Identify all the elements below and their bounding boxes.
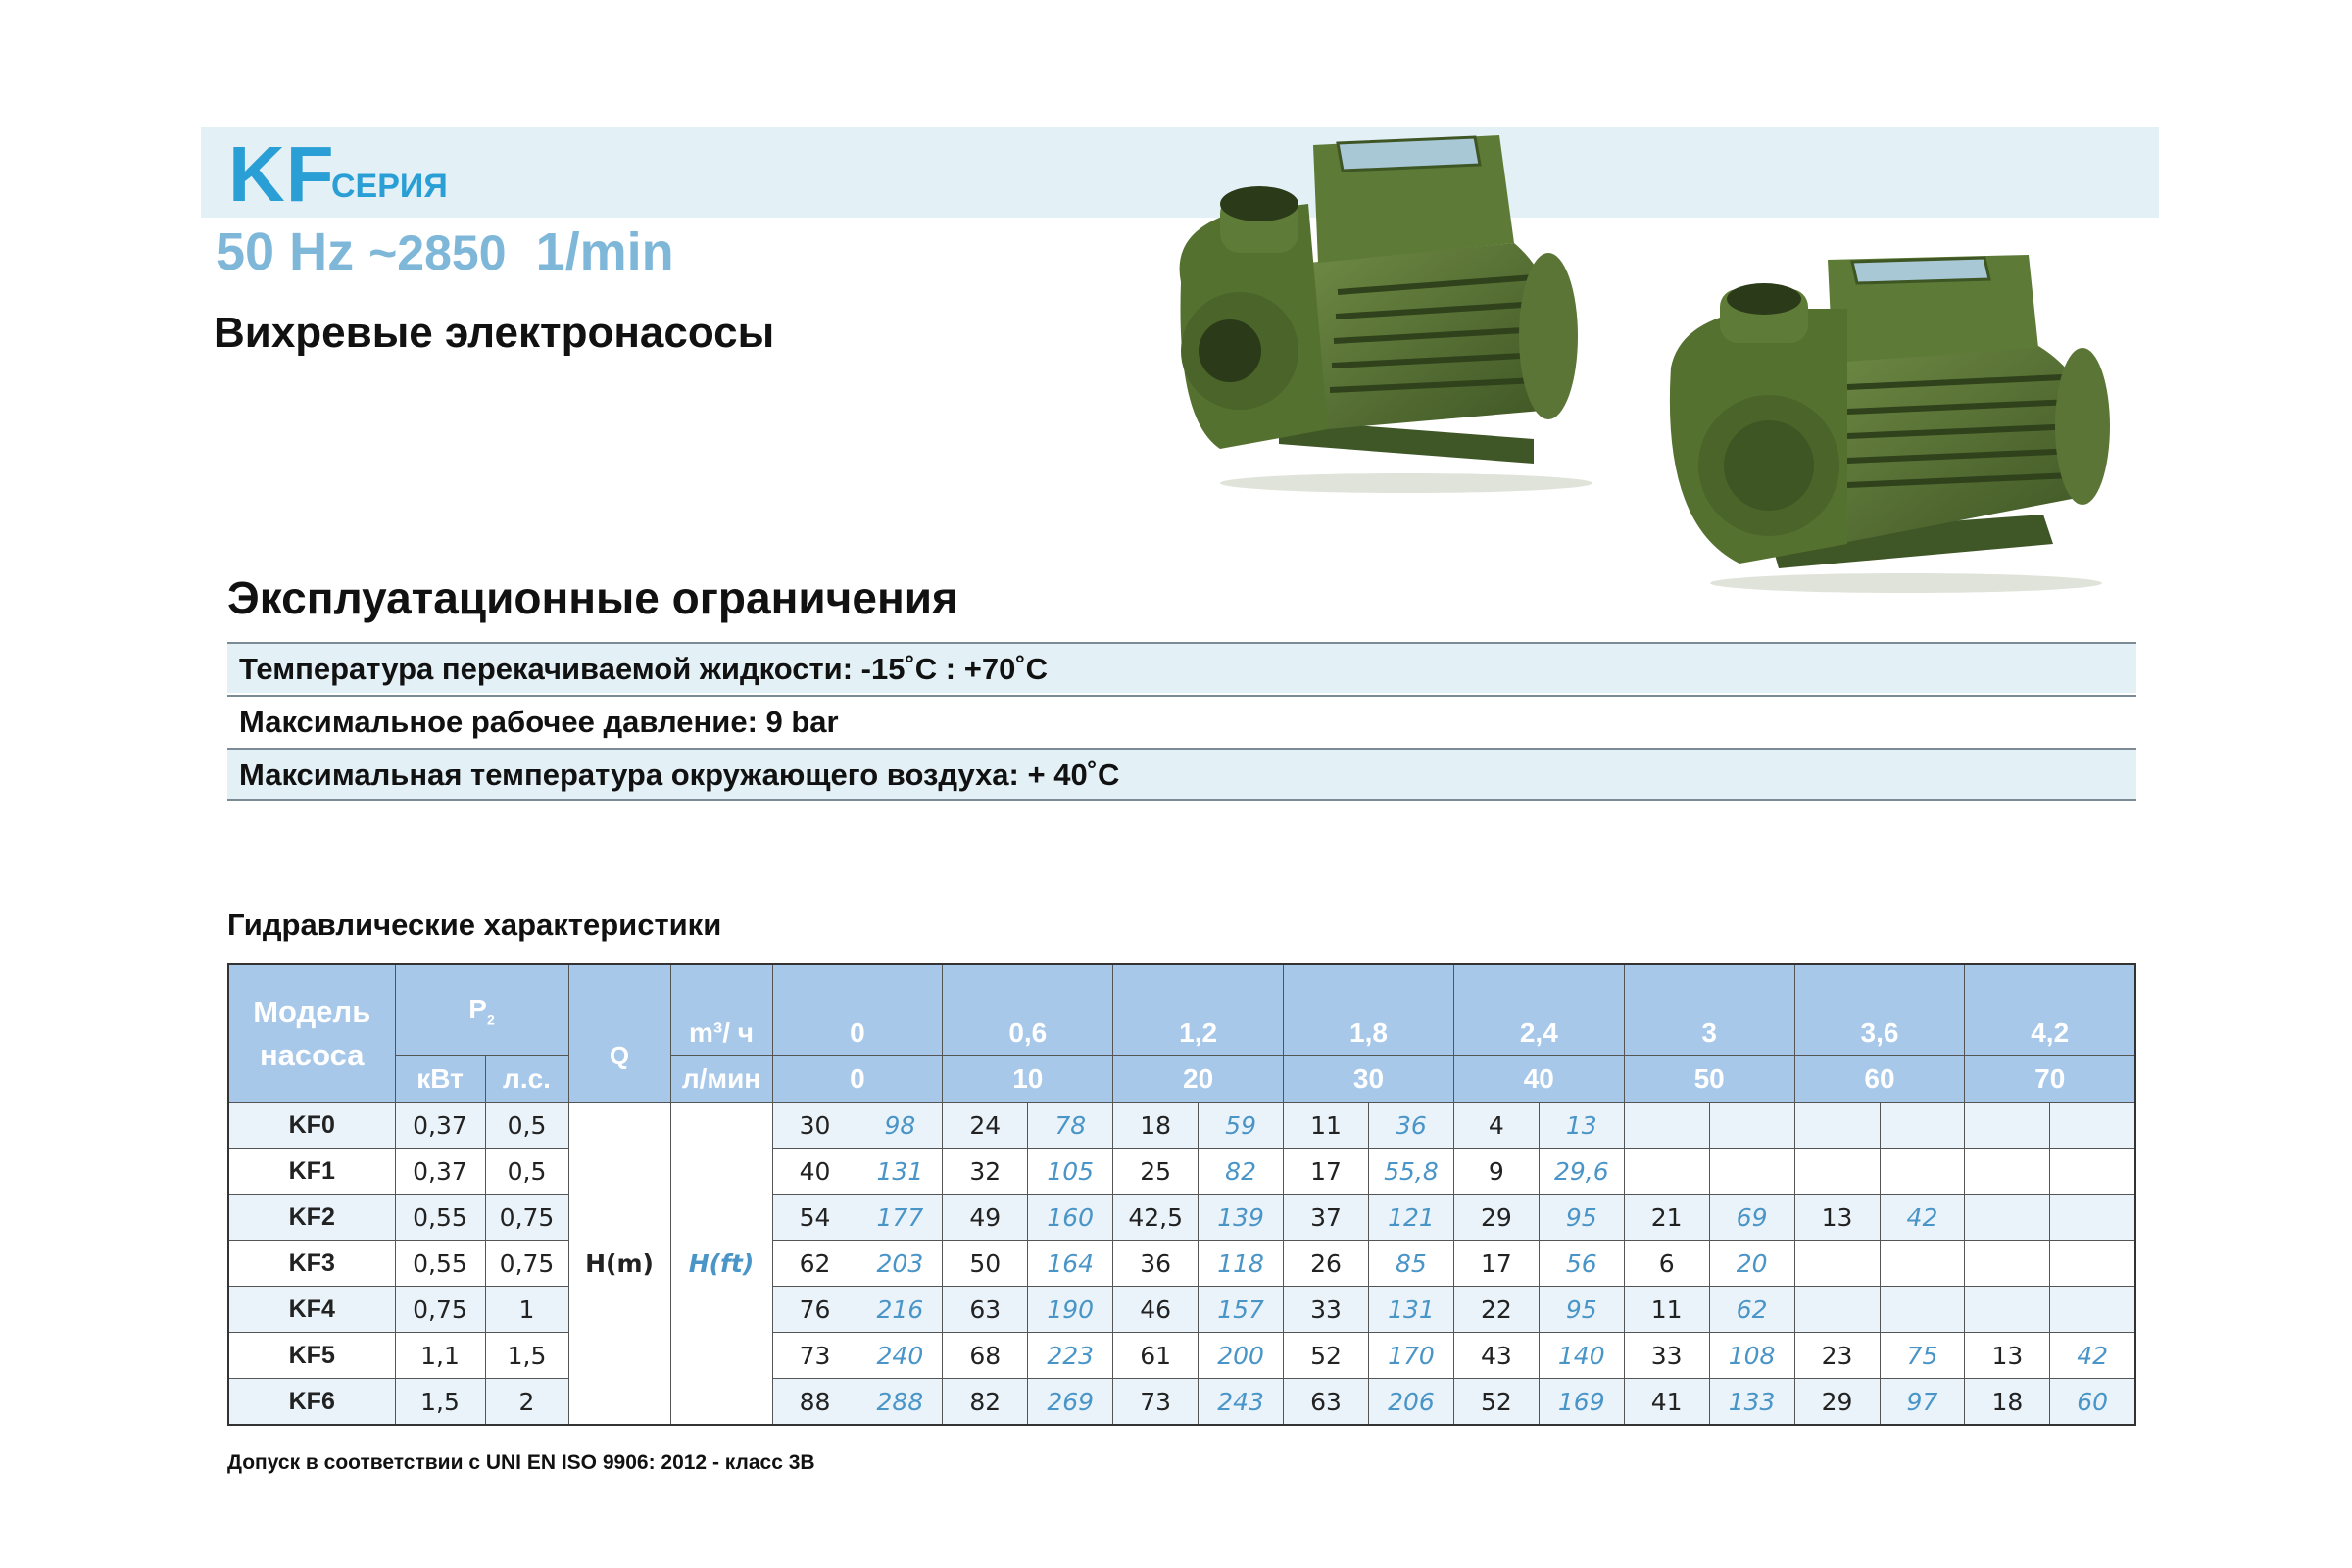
flow-header-top-1 <box>943 964 1113 1010</box>
model-header <box>228 964 395 1102</box>
head-ft-cell: 157 <box>1199 1287 1284 1333</box>
head-ft-cell <box>2050 1149 2135 1195</box>
head-ft-cell: 131 <box>858 1149 943 1195</box>
head-m-cell: 68 <box>943 1333 1028 1379</box>
header-row-1 <box>228 964 2135 1010</box>
head-ft-cell: 169 <box>1539 1379 1624 1426</box>
head-m-cell: 33 <box>1284 1287 1369 1333</box>
head-ft-cell: 243 <box>1199 1379 1284 1426</box>
speed-line <box>216 218 674 287</box>
flow-m3h-2: 1,2 <box>1113 1010 1284 1056</box>
head-ft-cell <box>1880 1149 1965 1195</box>
head-m-cell: 63 <box>1284 1379 1369 1426</box>
limit-fluid-temperature: Температура перекачиваемой жидкости: -15˚С : +70˚С <box>227 642 2136 693</box>
head-ft-cell: 200 <box>1199 1333 1284 1379</box>
head-ft-cell: 20 <box>1709 1241 1794 1287</box>
head-m-cell: 18 <box>1113 1102 1199 1149</box>
flow-header-top-6 <box>1794 964 1965 1010</box>
head-m-cell: 11 <box>1284 1102 1369 1149</box>
head-m-cell: 13 <box>1965 1333 2050 1379</box>
hm-label-cell <box>568 1102 670 1426</box>
flow-lmin-0: 0 <box>772 1056 943 1102</box>
head-ft-cell: 95 <box>1539 1287 1624 1333</box>
hft-label-cell <box>670 1102 772 1426</box>
kw-cell: 0,37 <box>395 1102 485 1149</box>
head-ft-cell <box>1709 1149 1794 1195</box>
flow-lmin-3: 30 <box>1284 1056 1454 1102</box>
head-m-cell: 26 <box>1284 1241 1369 1287</box>
head-ft-cell: 95 <box>1539 1195 1624 1241</box>
flow-lmin-7: 70 <box>1965 1056 2135 1102</box>
head-m-cell: 43 <box>1453 1333 1539 1379</box>
head-m-cell: 11 <box>1624 1287 1709 1333</box>
q-header: Q <box>568 1010 670 1102</box>
flow-lmin-2: 20 <box>1113 1056 1284 1102</box>
head-ft-cell: 160 <box>1028 1195 1113 1241</box>
head-ft-cell <box>1880 1287 1965 1333</box>
model-cell: KF4 <box>228 1287 395 1333</box>
tolerance-footnote: Допуск в соответствии с UNI EN ISO 9906: 2012 - класс 3B <box>227 1451 815 1474</box>
hp-cell: 0,75 <box>485 1241 568 1287</box>
head-ft-cell <box>2050 1195 2135 1241</box>
speed-value: ~2850 <box>368 225 507 280</box>
head-m-cell <box>1965 1287 2050 1333</box>
head-m-cell: 73 <box>1113 1379 1199 1426</box>
limits-title: Эксплуатационные ограничения <box>227 572 958 623</box>
head-ft-cell: 82 <box>1199 1149 1284 1195</box>
limit-max-pressure: Максимальное рабочее давление: 9 bar <box>227 695 2136 746</box>
head-m-cell <box>1965 1195 2050 1241</box>
hp-cell: 0,5 <box>485 1102 568 1149</box>
table-row <box>228 1379 2135 1426</box>
head-m-cell <box>1624 1149 1709 1195</box>
flow-header-top-3 <box>1284 964 1454 1010</box>
head-ft-cell <box>1880 1241 1965 1287</box>
head-ft-cell: 69 <box>1709 1195 1794 1241</box>
head-m-cell: 88 <box>772 1379 858 1426</box>
flow-m3h-1: 0,6 <box>943 1010 1113 1056</box>
head-ft-cell: 133 <box>1709 1379 1794 1426</box>
head-m-cell: 13 <box>1794 1195 1880 1241</box>
head-ft-cell: 13 <box>1539 1102 1624 1149</box>
table-row <box>228 1287 2135 1333</box>
head-m-cell <box>1794 1149 1880 1195</box>
flow-m3h-0: 0 <box>772 1010 943 1056</box>
hp-cell: 1 <box>485 1287 568 1333</box>
head-ft-cell: 60 <box>2050 1379 2135 1426</box>
head-ft-cell: 240 <box>858 1333 943 1379</box>
head-ft-cell: 288 <box>858 1379 943 1426</box>
speed-unit: 1/min <box>535 222 674 281</box>
q-header-top <box>568 964 670 1010</box>
head-m-cell: 52 <box>1453 1379 1539 1426</box>
flow-m3h-4: 2,4 <box>1453 1010 1624 1056</box>
head-m-cell: 40 <box>772 1149 858 1195</box>
hp-cell: 0,5 <box>485 1149 568 1195</box>
head-ft-cell: 203 <box>858 1241 943 1287</box>
kw-header: кВт <box>395 1056 485 1102</box>
head-ft-cell: 170 <box>1368 1333 1453 1379</box>
head-ft-cell: 206 <box>1368 1379 1453 1426</box>
head-ft-cell <box>2050 1287 2135 1333</box>
head-m-cell <box>1965 1149 2050 1195</box>
flow-header-top-0 <box>772 964 943 1010</box>
hydraulic-title: Гидравлические характеристики <box>227 907 722 942</box>
m3h-header: m³/ ч <box>670 1010 772 1056</box>
p2-sub: 2 <box>486 1011 495 1028</box>
head-ft-cell: 108 <box>1709 1333 1794 1379</box>
model-cell: KF3 <box>228 1241 395 1287</box>
head-ft-cell: 140 <box>1539 1333 1624 1379</box>
frequency-unit: Hz <box>289 222 355 281</box>
head-ft-cell: 164 <box>1028 1241 1113 1287</box>
head-m-cell: 37 <box>1284 1195 1369 1241</box>
head-ft-cell: 59 <box>1199 1102 1284 1149</box>
head-m-cell: 33 <box>1624 1333 1709 1379</box>
head-m-cell: 29 <box>1794 1379 1880 1426</box>
model-cell: KF0 <box>228 1102 395 1149</box>
hp-cell: 0,75 <box>485 1195 568 1241</box>
head-ft-cell: 62 <box>1709 1287 1794 1333</box>
kw-cell: 0,55 <box>395 1241 485 1287</box>
head-m-cell <box>1794 1287 1880 1333</box>
head-ft-cell: 139 <box>1199 1195 1284 1241</box>
head-m-cell: 6 <box>1624 1241 1709 1287</box>
model-cell: KF5 <box>228 1333 395 1379</box>
flow-lmin-4: 40 <box>1453 1056 1624 1102</box>
flow-m3h-6: 3,6 <box>1794 1010 1965 1056</box>
table-row <box>228 1195 2135 1241</box>
head-ft-cell: 131 <box>1368 1287 1453 1333</box>
head-m-cell: 29 <box>1453 1195 1539 1241</box>
unit-header-top <box>670 964 772 1010</box>
frequency-value: 50 <box>216 222 275 281</box>
kw-cell: 1,1 <box>395 1333 485 1379</box>
hydraulic-table <box>227 963 2136 1426</box>
head-m-cell: 21 <box>1624 1195 1709 1241</box>
hm-label: H(m) <box>585 1249 654 1278</box>
flow-lmin-1: 10 <box>943 1056 1113 1102</box>
flow-lmin-5: 50 <box>1624 1056 1794 1102</box>
kw-cell: 1,5 <box>395 1379 485 1426</box>
head-ft-cell: 121 <box>1368 1195 1453 1241</box>
head-ft-cell: 98 <box>858 1102 943 1149</box>
page-subtitle: Вихревые электронасосы <box>214 309 775 357</box>
head-ft-cell: 78 <box>1028 1102 1113 1149</box>
head-ft-cell: 190 <box>1028 1287 1113 1333</box>
head-ft-cell <box>1880 1102 1965 1149</box>
head-ft-cell <box>2050 1241 2135 1287</box>
head-m-cell <box>1965 1241 2050 1287</box>
hydraulic-table-body <box>228 1102 2135 1426</box>
flow-m3h-3: 1,8 <box>1284 1010 1454 1056</box>
flow-m3h-5: 3 <box>1624 1010 1794 1056</box>
head-m-cell: 4 <box>1453 1102 1539 1149</box>
kw-cell: 0,37 <box>395 1149 485 1195</box>
head-m-cell: 32 <box>943 1149 1028 1195</box>
head-m-cell <box>1794 1102 1880 1149</box>
head-m-cell: 41 <box>1624 1379 1709 1426</box>
lmin-header: л/мин <box>670 1056 772 1102</box>
flow-header-top-5 <box>1624 964 1794 1010</box>
flow-m3h-7: 4,2 <box>1965 1010 2135 1056</box>
flow-header-top-4 <box>1453 964 1624 1010</box>
head-ft-cell: 42 <box>1880 1195 1965 1241</box>
head-m-cell: 63 <box>943 1287 1028 1333</box>
series-word: СЕРИЯ <box>331 168 448 205</box>
head-m-cell: 73 <box>772 1333 858 1379</box>
head-m-cell: 24 <box>943 1102 1028 1149</box>
head-m-cell <box>1965 1102 2050 1149</box>
head-ft-cell <box>2050 1102 2135 1149</box>
head-m-cell: 30 <box>772 1102 858 1149</box>
head-m-cell: 9 <box>1453 1149 1539 1195</box>
head-m-cell: 36 <box>1113 1241 1199 1287</box>
hp-cell: 2 <box>485 1379 568 1426</box>
head-m-cell: 82 <box>943 1379 1028 1426</box>
head-m-cell: 18 <box>1965 1379 2050 1426</box>
p2-header <box>395 964 568 1056</box>
head-ft-cell: 36 <box>1368 1102 1453 1149</box>
kw-cell: 0,75 <box>395 1287 485 1333</box>
head-m-cell: 52 <box>1284 1333 1369 1379</box>
head-m-cell: 49 <box>943 1195 1028 1241</box>
head-m-cell <box>1624 1102 1709 1149</box>
table-row <box>228 1241 2135 1287</box>
head-m-cell: 17 <box>1453 1241 1539 1287</box>
model-header-label: Модель насоса <box>253 994 371 1072</box>
head-ft-cell: 85 <box>1368 1241 1453 1287</box>
head-ft-cell: 223 <box>1028 1333 1113 1379</box>
table-row <box>228 1102 2135 1149</box>
model-cell: KF1 <box>228 1149 395 1195</box>
head-ft-cell: 56 <box>1539 1241 1624 1287</box>
head-m-cell: 17 <box>1284 1149 1369 1195</box>
table-row <box>228 1149 2135 1195</box>
hft-label: H(ft) <box>688 1249 755 1278</box>
table-row <box>228 1333 2135 1379</box>
head-ft-cell: 118 <box>1199 1241 1284 1287</box>
header-row-3 <box>228 1056 2135 1102</box>
head-ft-cell: 55,8 <box>1368 1149 1453 1195</box>
head-m-cell: 46 <box>1113 1287 1199 1333</box>
head-ft-cell: 105 <box>1028 1149 1113 1195</box>
head-m-cell <box>1794 1241 1880 1287</box>
head-ft-cell <box>1709 1102 1794 1149</box>
head-m-cell: 25 <box>1113 1149 1199 1195</box>
head-ft-cell: 75 <box>1880 1333 1965 1379</box>
head-m-cell: 23 <box>1794 1333 1880 1379</box>
series-code: KF <box>228 130 335 218</box>
head-ft-cell: 97 <box>1880 1379 1965 1426</box>
head-m-cell: 61 <box>1113 1333 1199 1379</box>
head-ft-cell: 177 <box>858 1195 943 1241</box>
hp-header: л.с. <box>485 1056 568 1102</box>
p2-label: P <box>468 993 487 1024</box>
flow-header-top-7 <box>1965 964 2135 1010</box>
pump-image-front <box>1161 125 1612 498</box>
head-ft-cell: 269 <box>1028 1379 1113 1426</box>
head-m-cell: 42,5 <box>1113 1195 1199 1241</box>
head-m-cell: 54 <box>772 1195 858 1241</box>
head-ft-cell: 29,6 <box>1539 1149 1624 1195</box>
head-m-cell: 76 <box>772 1287 858 1333</box>
pump-image-angle <box>1651 250 2122 598</box>
limit-ambient-temperature: Максимальная температура окружающего воздуха: + 40˚С <box>227 748 2136 801</box>
head-m-cell: 62 <box>772 1241 858 1287</box>
head-m-cell: 22 <box>1453 1287 1539 1333</box>
head-m-cell: 50 <box>943 1241 1028 1287</box>
head-ft-cell: 42 <box>2050 1333 2135 1379</box>
model-cell: KF6 <box>228 1379 395 1426</box>
model-cell: KF2 <box>228 1195 395 1241</box>
flow-lmin-6: 60 <box>1794 1056 1965 1102</box>
hp-cell: 1,5 <box>485 1333 568 1379</box>
kw-cell: 0,55 <box>395 1195 485 1241</box>
head-ft-cell: 216 <box>858 1287 943 1333</box>
flow-header-top-2 <box>1113 964 1284 1010</box>
